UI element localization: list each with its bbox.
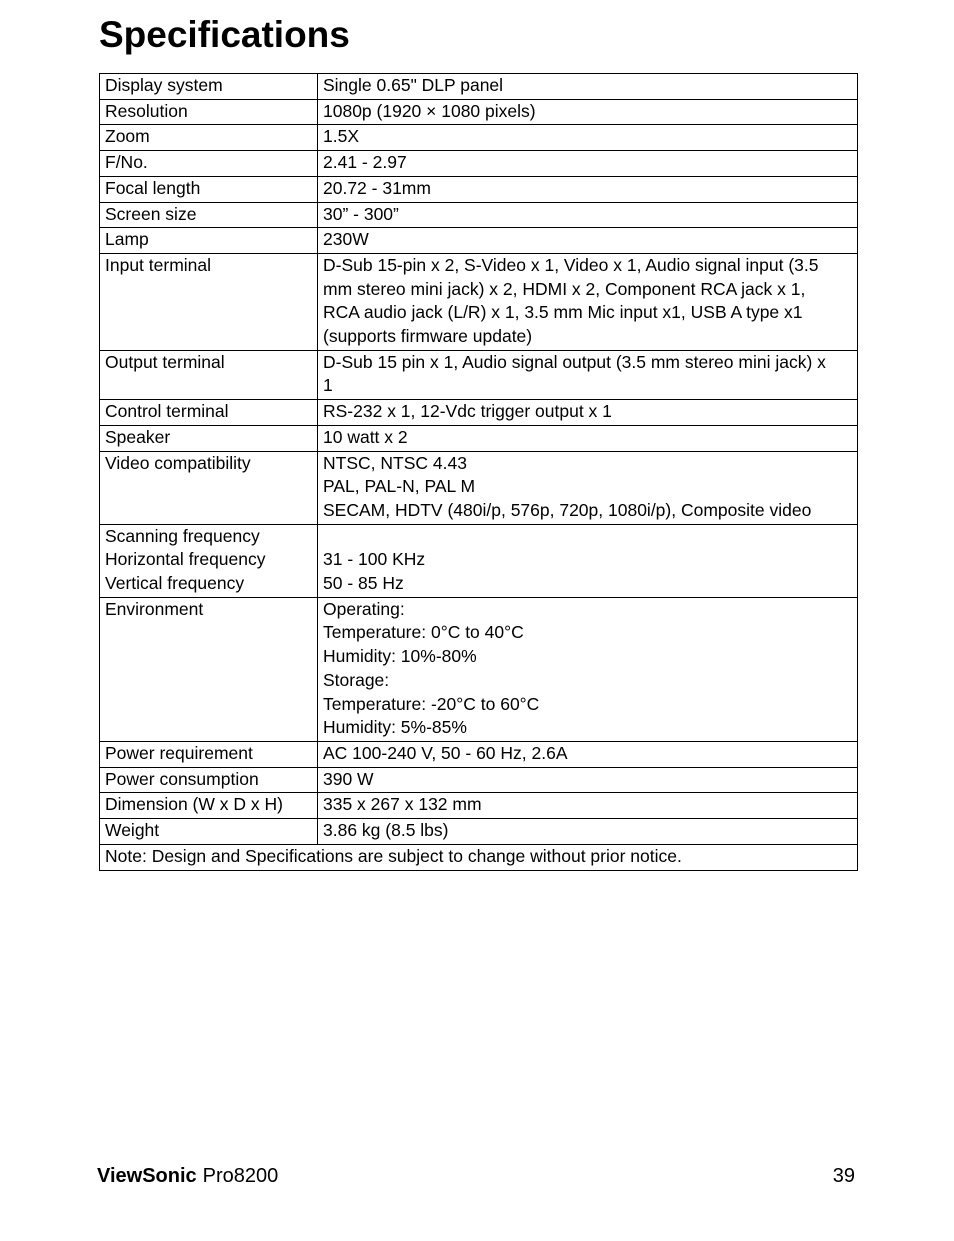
spec-label: Environment <box>105 598 204 619</box>
spec-value-cell <box>318 793 858 819</box>
specifications-table <box>99 73 858 871</box>
spec-value-cell <box>318 524 858 597</box>
spec-value-cell <box>318 819 858 845</box>
spec-value: 335 x 267 x 132 mm <box>323 794 482 815</box>
spec-row <box>100 202 858 228</box>
spec-value-cell <box>318 451 858 524</box>
page-title: Specifications <box>99 14 350 55</box>
spec-label: Zoom <box>105 126 150 147</box>
page-number: 39 <box>832 1165 855 1187</box>
spec-value: D-Sub 15 pin x 1, Audio signal output (3.5 mm stereo mini jack) x <box>323 351 826 372</box>
spec-value-cell <box>318 99 858 125</box>
spec-value: Single 0.65" DLP panel <box>323 75 504 95</box>
spec-value-cell <box>318 767 858 793</box>
spec-value: 20.72 - 31mm <box>323 177 431 198</box>
note-row <box>100 844 858 870</box>
spec-label-cell <box>100 176 318 202</box>
spec-label-cell <box>100 767 318 793</box>
spec-value-cell <box>318 202 858 228</box>
spec-label: Input terminal <box>105 254 212 275</box>
spec-value-cell <box>318 597 858 741</box>
spec-label: Power requirement <box>105 742 253 763</box>
spec-row <box>100 597 858 741</box>
spec-row <box>100 767 858 793</box>
spec-label-cell <box>100 202 318 228</box>
spec-value: Storage: <box>323 669 390 690</box>
spec-value: Temperature: -20°C to 60°C <box>323 693 540 714</box>
spec-value: NTSC, NTSC 4.43 <box>323 452 467 473</box>
spec-row <box>100 741 858 767</box>
spec-value-cell <box>318 228 858 254</box>
spec-row <box>100 99 858 125</box>
spec-value-cell <box>318 400 858 426</box>
page-footer <box>97 1163 855 1189</box>
spec-row <box>100 228 858 254</box>
spec-value: PAL, PAL-N, PAL M <box>323 476 476 497</box>
spec-label: Video compatibility <box>105 452 251 473</box>
spec-row <box>100 524 858 597</box>
spec-row <box>100 451 858 524</box>
brand-name: ViewSonic <box>97 1165 197 1187</box>
spec-label: F/No. <box>105 152 148 173</box>
spec-label: Resolution <box>105 100 188 121</box>
spec-value: D-Sub 15-pin x 2, S-Video x 1, Video x 1, Audio signal input (3.5 <box>323 254 819 275</box>
spec-value-cell <box>318 425 858 451</box>
spec-label-cell <box>100 228 318 254</box>
spec-value: 1 <box>323 375 333 396</box>
spec-row <box>100 400 858 426</box>
spec-label: Screen size <box>105 203 197 224</box>
spec-label-cell <box>100 597 318 741</box>
spec-label: Weight <box>105 820 160 841</box>
spec-value: 31 - 100 KHz <box>323 549 426 570</box>
spec-value: 390 W <box>323 768 374 789</box>
spec-value: Temperature: 0°C to 40°C <box>323 622 524 643</box>
spec-label-cell <box>100 125 318 151</box>
spec-value: RS-232 x 1, 12-Vdc trigger output x 1 <box>323 401 612 422</box>
spec-label: Vertical frequency <box>105 573 245 594</box>
spec-value-cell <box>318 176 858 202</box>
spec-label: Speaker <box>105 426 171 447</box>
spec-row <box>100 425 858 451</box>
spec-value: SECAM, HDTV (480i/p, 576p, 720p, 1080i/p), Composite video <box>323 499 812 520</box>
spec-value: 10 watt x 2 <box>323 426 408 447</box>
spec-value: (supports firmware update) <box>323 326 533 347</box>
spec-value: 1080p (1920 × 1080 pixels) <box>323 100 536 121</box>
spec-row <box>100 819 858 845</box>
spec-value: Operating: <box>323 598 405 619</box>
spec-value-cell <box>318 125 858 151</box>
spec-label-cell <box>100 741 318 767</box>
spec-value-cell <box>318 151 858 177</box>
spec-label-cell <box>100 253 318 350</box>
spec-value <box>323 525 852 549</box>
spec-value-cell <box>318 741 858 767</box>
spec-label-cell <box>100 425 318 451</box>
spec-value: 230W <box>323 229 369 250</box>
spec-value: RCA audio jack (L/R) x 1, 3.5 mm Mic input x1, USB A type x1 <box>323 302 803 323</box>
spec-row <box>100 176 858 202</box>
spec-label: Power consumption <box>105 768 259 789</box>
note-text: Note: Design and Specifications are subject to change without prior notice. <box>100 844 858 870</box>
spec-label-cell <box>100 74 318 100</box>
spec-value: 1.5X <box>323 126 359 147</box>
spec-value: 2.41 - 2.97 <box>323 152 407 173</box>
spec-label: Display system <box>105 75 223 95</box>
spec-value: AC 100-240 V, 50 - 60 Hz, 2.6A <box>323 742 568 763</box>
spec-label: Lamp <box>105 229 149 250</box>
spec-label: Horizontal frequency <box>105 549 266 570</box>
spec-label-cell <box>100 350 318 399</box>
spec-value: Humidity: 5%-85% <box>323 717 467 738</box>
spec-value: mm stereo mini jack) x 2, HDMI x 2, Component RCA jack x 1, <box>323 278 806 299</box>
spec-row <box>100 74 858 100</box>
specifications-table-body <box>100 74 858 871</box>
spec-value: 3.86 kg (8.5 lbs) <box>323 820 449 841</box>
spec-label-cell <box>100 793 318 819</box>
spec-value: Humidity: 10%-80% <box>323 646 477 667</box>
spec-label: Scanning frequency <box>105 525 260 546</box>
spec-value-cell <box>318 253 858 350</box>
spec-row <box>100 350 858 399</box>
spec-row <box>100 793 858 819</box>
spec-value: 30” - 300” <box>323 203 399 224</box>
spec-label: Focal length <box>105 177 201 198</box>
spec-value: 50 - 85 Hz <box>323 573 404 594</box>
spec-value-cell <box>318 350 858 399</box>
spec-label: Output terminal <box>105 351 225 372</box>
spec-label-cell <box>100 451 318 524</box>
spec-row <box>100 151 858 177</box>
spec-label-cell <box>100 99 318 125</box>
spec-row <box>100 125 858 151</box>
spec-label: Dimension (W x D x H) <box>105 794 283 815</box>
spec-value-cell <box>318 74 858 100</box>
spec-label-cell <box>100 400 318 426</box>
spec-label: Control terminal <box>105 401 229 422</box>
spec-label-cell <box>100 524 318 597</box>
spec-label-cell <box>100 151 318 177</box>
model-name: Pro8200 <box>202 1165 279 1187</box>
spec-row <box>100 253 858 350</box>
spec-label-cell <box>100 819 318 845</box>
